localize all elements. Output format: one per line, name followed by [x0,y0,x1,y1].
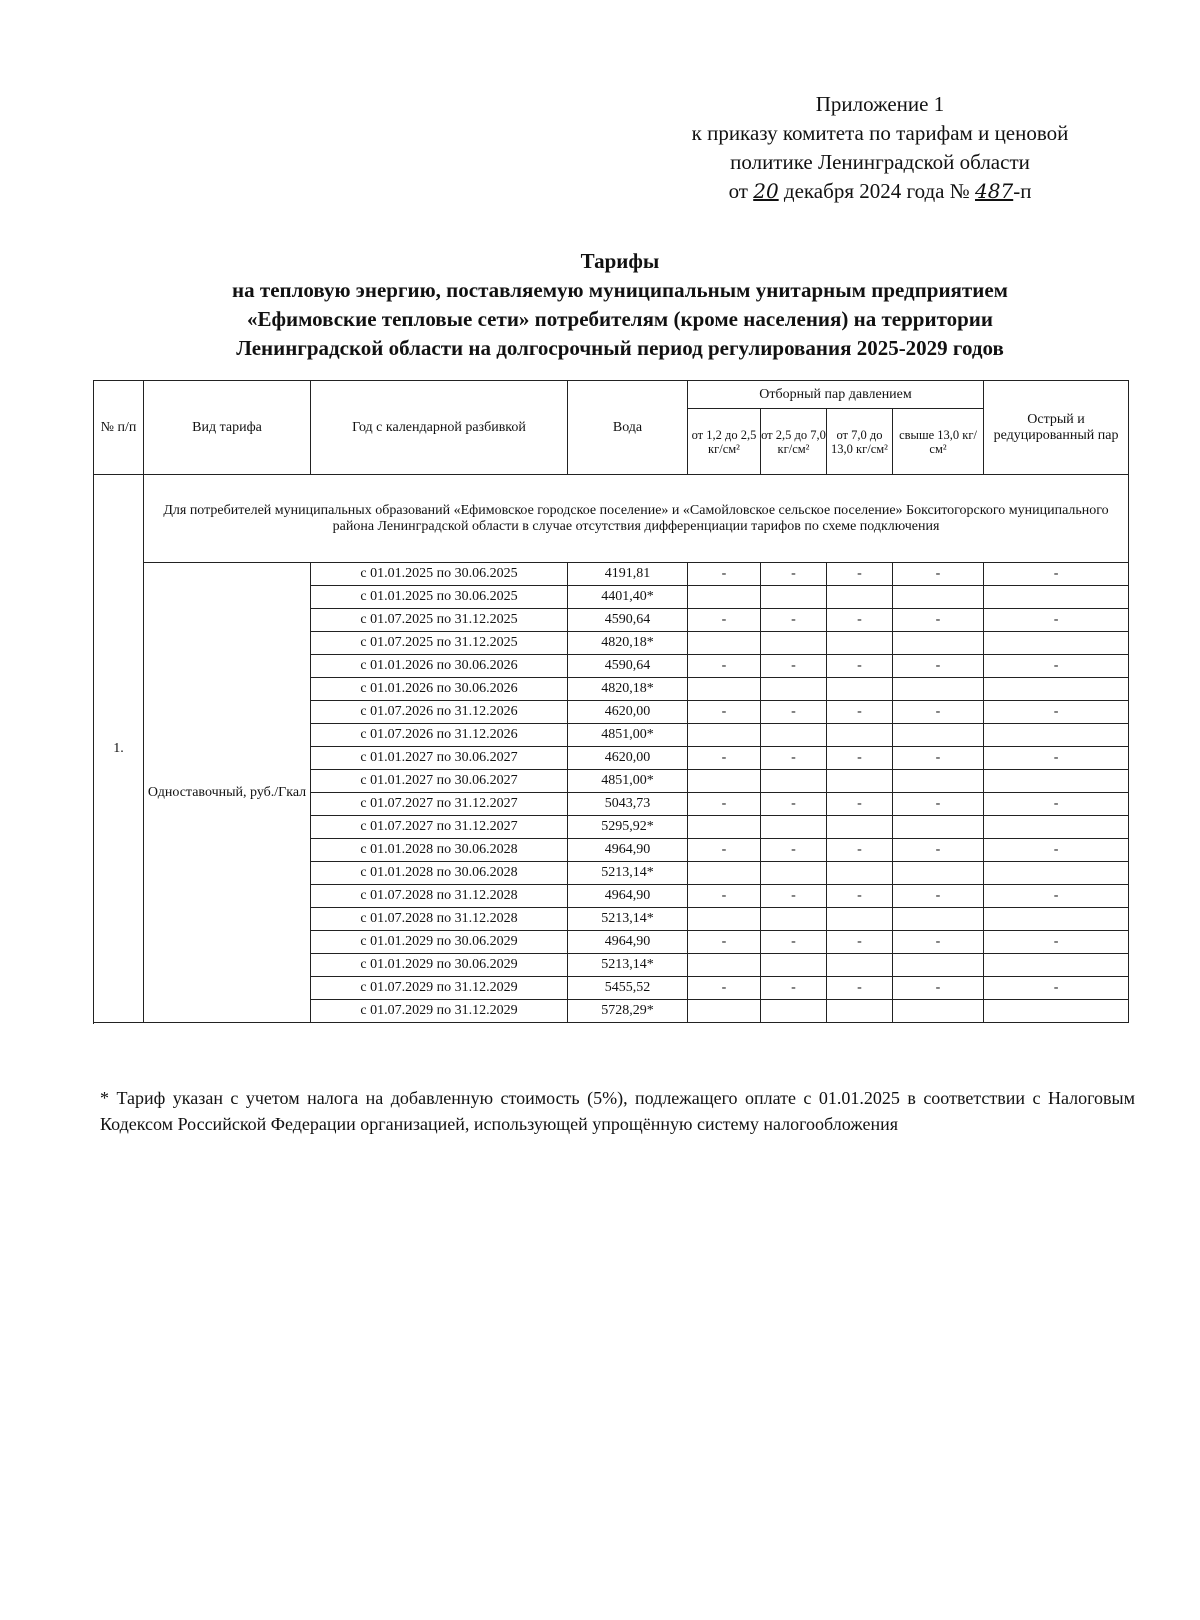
steam-tariff-cell [893,954,984,977]
steam-tariff-cell [688,908,761,931]
steam-tariff-cell: - [688,931,761,954]
steam-tariff-cell [893,678,984,701]
steam-tariff-cell [827,1000,893,1023]
steam-tariff-cell [984,770,1129,793]
steam-tariff-cell: - [984,885,1129,908]
steam-tariff-cell [893,908,984,931]
steam-tariff-cell: - [984,931,1129,954]
steam-tariff-cell [688,586,761,609]
steam-tariff-cell: - [984,563,1129,586]
steam-tariff-cell: - [761,747,827,770]
period-cell: с 01.07.2027 по 31.12.2027 [311,816,568,839]
steam-tariff-cell [761,678,827,701]
title-line-4: Ленинградской области на долгосрочный период регулирования 2025-2029 годов [236,336,1004,360]
steam-tariff-cell: - [827,701,893,724]
steam-tariff-cell: - [827,747,893,770]
steam-tariff-cell [761,770,827,793]
header-pressure-1: от 1,2 до 2,5 кг/см² [688,409,761,475]
period-cell: с 01.01.2026 по 30.06.2026 [311,678,568,701]
title-line-1: Тарифы [580,249,660,273]
steam-tariff-cell: - [984,839,1129,862]
period-cell: с 01.01.2028 по 30.06.2028 [311,839,568,862]
steam-tariff-cell [827,954,893,977]
header-pressure-3: от 7,0 до 13,0 кг/см² [827,409,893,475]
steam-tariff-cell [761,862,827,885]
document-title [100,247,1140,363]
water-tariff-cell: 4851,00* [568,724,688,747]
steam-tariff-cell [893,816,984,839]
title-line-2: на тепловую энергию, поставляемую муниципальным унитарным предприятием [232,278,1008,302]
header-number: № п/п [94,381,144,475]
steam-tariff-cell [984,1000,1129,1023]
period-cell: с 01.01.2029 по 30.06.2029 [311,954,568,977]
header-pressure-2: от 2,5 до 7,0 кг/см² [761,409,827,475]
water-tariff-cell: 4620,00 [568,701,688,724]
water-tariff-cell: 5213,14* [568,954,688,977]
water-tariff-cell: 5213,14* [568,908,688,931]
water-tariff-cell: 4851,00* [568,770,688,793]
steam-tariff-cell: - [984,701,1129,724]
period-cell: с 01.01.2027 по 30.06.2027 [311,770,568,793]
steam-tariff-cell: - [688,563,761,586]
steam-tariff-cell [827,816,893,839]
period-cell: с 01.01.2029 по 30.06.2029 [311,931,568,954]
water-tariff-cell: 5213,14* [568,862,688,885]
steam-tariff-cell [984,678,1129,701]
steam-tariff-cell: - [827,655,893,678]
steam-tariff-cell: - [893,839,984,862]
steam-tariff-cell: - [688,609,761,632]
steam-tariff-cell [688,862,761,885]
steam-tariff-cell [761,724,827,747]
water-tariff-cell: 5455,52 [568,977,688,1000]
period-cell: с 01.01.2026 по 30.06.2026 [311,655,568,678]
steam-tariff-cell: - [761,609,827,632]
steam-tariff-cell [688,816,761,839]
steam-tariff-cell [688,1000,761,1023]
header-sharp-steam: Острый и редуцированный пар [984,381,1129,475]
steam-tariff-cell [688,632,761,655]
header-pressure-4: свыше 13,0 кг/см² [893,409,984,475]
period-cell: с 01.07.2029 по 31.12.2029 [311,977,568,1000]
steam-tariff-cell: - [688,793,761,816]
period-cell: с 01.01.2025 по 30.06.2025 [311,586,568,609]
steam-tariff-cell [893,632,984,655]
period-cell: с 01.01.2028 по 30.06.2028 [311,862,568,885]
footnote: * Тариф указан с учетом налога на добавленную стоимость (5%), подлежащего оплате с 01.01.2025 в соответствии с Налоговым Кодексом Российской Федерации организацией, использующей упрощённую систему налогообложения [100,1088,1135,1134]
steam-tariff-cell: - [688,977,761,1000]
steam-tariff-cell: - [984,655,1129,678]
appendix-title: Приложение 1 [815,92,945,116]
steam-tariff-cell: - [984,747,1129,770]
steam-tariff-cell [984,632,1129,655]
steam-tariff-cell [984,816,1129,839]
steam-tariff-cell: - [893,747,984,770]
steam-tariff-cell [893,724,984,747]
water-tariff-cell: 4820,18* [568,632,688,655]
steam-tariff-cell [688,678,761,701]
steam-tariff-cell: - [984,977,1129,1000]
date-prefix: от [728,179,748,203]
order-suffix: -п [1013,179,1032,203]
appendix-date-line [640,177,1120,206]
steam-tariff-cell: - [827,931,893,954]
steam-tariff-cell: - [827,793,893,816]
handwritten-day: 20 [753,179,779,203]
steam-tariff-cell: - [761,977,827,1000]
period-cell: с 01.07.2025 по 31.12.2025 [311,609,568,632]
steam-tariff-cell [984,908,1129,931]
appendix-authority: политике Ленинградской области [730,150,1030,174]
date-middle: декабря 2024 года № [783,179,970,203]
table-row [94,563,1129,586]
title-line-3: «Ефимовские тепловые сети» потребителям (кроме населения) на территории [246,307,994,331]
header-steam-group: Отборный пар давлением [688,381,984,409]
steam-tariff-cell: - [827,609,893,632]
steam-tariff-cell: - [827,977,893,1000]
steam-tariff-cell [688,954,761,977]
header-year: Год с календарной разбивкой [311,381,568,475]
steam-tariff-cell [688,770,761,793]
steam-tariff-cell: - [984,609,1129,632]
water-tariff-cell: 4590,64 [568,609,688,632]
steam-tariff-cell [827,586,893,609]
water-tariff-cell: 4191,81 [568,563,688,586]
water-tariff-cell: 4401,40* [568,586,688,609]
period-cell: с 01.07.2026 по 31.12.2026 [311,701,568,724]
header-water: Вода [568,381,688,475]
steam-tariff-cell [893,1000,984,1023]
consumer-group: Для потребителей муниципальных образований «Ефимовское городское поселение» и «Самойловское сельское поселение» Бокситогорского муниципального района Ленинградской области в случае отсутствия дифференциации тарифов по схеме подключения [144,475,1129,563]
steam-tariff-cell: - [688,839,761,862]
steam-tariff-cell [893,862,984,885]
steam-tariff-cell: - [893,655,984,678]
steam-tariff-cell: - [761,839,827,862]
steam-tariff-cell [761,816,827,839]
water-tariff-cell: 5043,73 [568,793,688,816]
steam-tariff-cell: - [827,563,893,586]
steam-tariff-cell [984,586,1129,609]
steam-tariff-cell: - [893,977,984,1000]
tariff-table [93,380,1129,1023]
steam-tariff-cell: - [893,931,984,954]
header-tariff-kind: Вид тарифа [144,381,311,475]
water-tariff-cell: 4620,00 [568,747,688,770]
steam-tariff-cell: - [893,609,984,632]
steam-tariff-cell: - [893,885,984,908]
water-tariff-cell: 4820,18* [568,678,688,701]
water-tariff-cell: 4964,90 [568,839,688,862]
period-cell: с 01.07.2027 по 31.12.2027 [311,793,568,816]
steam-tariff-cell [827,770,893,793]
steam-tariff-cell [688,724,761,747]
water-tariff-cell: 5295,92* [568,816,688,839]
steam-tariff-cell [827,862,893,885]
steam-tariff-cell [893,770,984,793]
steam-tariff-cell: - [688,885,761,908]
steam-tariff-cell: - [827,839,893,862]
steam-tariff-cell [761,908,827,931]
water-tariff-cell: 5728,29* [568,1000,688,1023]
steam-tariff-cell [893,586,984,609]
period-cell: с 01.01.2027 по 30.06.2027 [311,747,568,770]
steam-tariff-cell: - [761,701,827,724]
row-number: 1. [94,475,144,1023]
steam-tariff-cell: - [893,793,984,816]
steam-tariff-cell: - [893,563,984,586]
handwritten-order-number: 487 [975,179,1014,203]
water-tariff-cell: 4964,90 [568,931,688,954]
period-cell: с 01.07.2029 по 31.12.2029 [311,1000,568,1023]
steam-tariff-cell [984,954,1129,977]
steam-tariff-cell [827,908,893,931]
water-tariff-cell: 4964,90 [568,885,688,908]
period-cell: с 01.07.2028 по 31.12.2028 [311,908,568,931]
steam-tariff-cell: - [827,885,893,908]
steam-tariff-cell: - [688,747,761,770]
steam-tariff-cell [761,954,827,977]
steam-tariff-cell: - [893,701,984,724]
period-cell: с 01.07.2025 по 31.12.2025 [311,632,568,655]
steam-tariff-cell [827,632,893,655]
steam-tariff-cell: - [761,793,827,816]
appendix-block [640,90,1120,206]
tariff-kind: Одноставочный, руб./Гкал [144,563,311,1023]
period-cell: с 01.01.2025 по 30.06.2025 [311,563,568,586]
steam-tariff-cell [984,724,1129,747]
steam-tariff-cell: - [761,931,827,954]
steam-tariff-cell [761,632,827,655]
water-tariff-cell: 4590,64 [568,655,688,678]
steam-tariff-cell [827,678,893,701]
steam-tariff-cell: - [761,563,827,586]
steam-tariff-cell [827,724,893,747]
appendix-order-ref: к приказу комитета по тарифам и ценовой [691,121,1069,145]
steam-tariff-cell: - [984,793,1129,816]
steam-tariff-cell: - [761,655,827,678]
steam-tariff-cell: - [761,885,827,908]
steam-tariff-cell: - [688,701,761,724]
steam-tariff-cell [984,862,1129,885]
steam-tariff-cell: - [688,655,761,678]
steam-tariff-cell [761,1000,827,1023]
period-cell: с 01.07.2028 по 31.12.2028 [311,885,568,908]
period-cell: с 01.07.2026 по 31.12.2026 [311,724,568,747]
steam-tariff-cell [761,586,827,609]
